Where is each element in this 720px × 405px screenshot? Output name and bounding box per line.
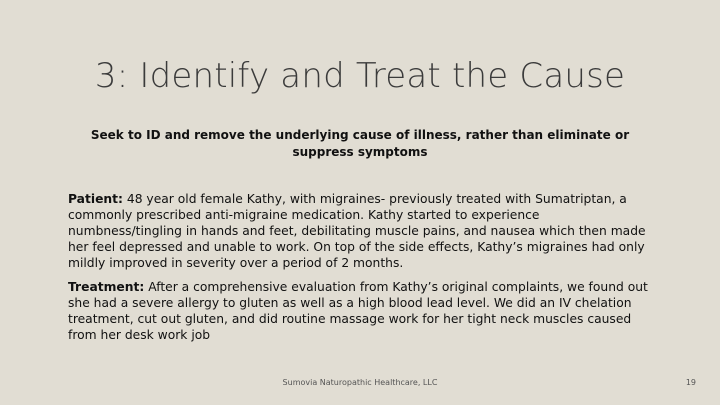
slide-title: 3: Identify and Treat the Cause	[94, 56, 626, 96]
patient-text: 48 year old female Kathy, with migraines- previously treated with Sumatriptan, a commonly prescribed anti-migraine medication. Kathy started to experience numbness/tingling in hands and feet, debilitating muscle pains, and nausea which then made her feel depressed and unable to work. On top of the side effects, Kathy’s migraines had only mildly improved in severity over a period of 2 months.	[68, 192, 646, 270]
treatment-paragraph	[68, 279, 656, 343]
patient-paragraph	[68, 191, 656, 271]
slide-footer: Sumovia Naturopathic Healthcare, LLC	[282, 378, 438, 387]
treatment-label: Treatment:	[68, 280, 145, 294]
treatment-text: After a comprehensive evaluation from Kathy’s original complaints, we found out she had a severe allergy to gluten as well as a high blood lead level. We did an IV chelation treatment, cut out gluten, and did routine massage work for her tight neck muscles caused from her desk work job	[68, 280, 648, 342]
patient-label: Patient:	[68, 192, 123, 206]
page-number: 19	[685, 378, 696, 387]
slide-subtitle: Seek to ID and remove the underlying cause of illness, rather than eliminate or suppress symptoms	[90, 128, 630, 159]
